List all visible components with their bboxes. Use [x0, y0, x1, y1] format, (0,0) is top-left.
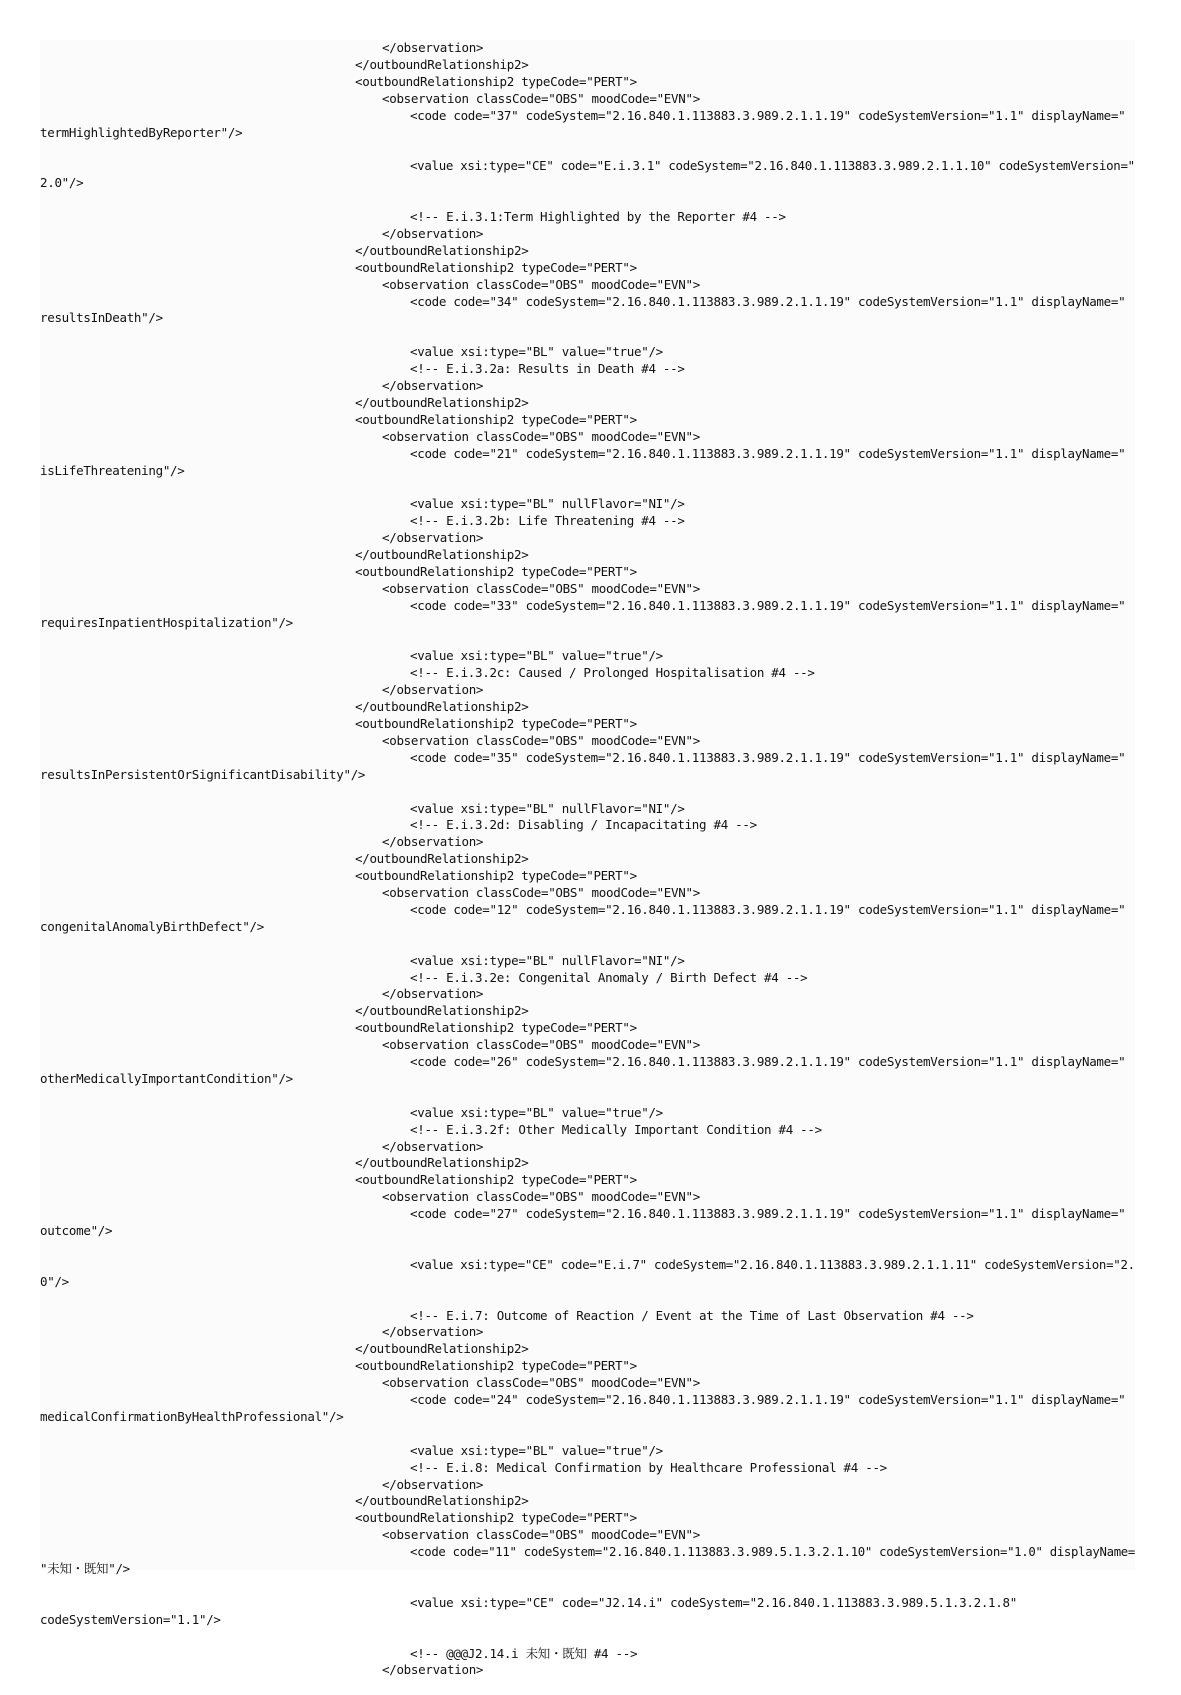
- code-line: <value xsi:type="BL" value="true"/>: [410, 648, 663, 664]
- code-line: <outboundRelationship2 typeCode="PERT">: [355, 716, 637, 731]
- code-line: <observation classCode="OBS" moodCode="EVN">: [382, 885, 700, 900]
- code-line: <value xsi:type="BL" value="true"/>: [410, 1442, 663, 1458]
- code-line: <observation classCode="OBS" moodCode="EVN">: [382, 428, 700, 444]
- code-line: otherMedicallyImportantCondition"/>: [40, 1070, 293, 1086]
- code-line: <code code="27" codeSystem="2.16.840.1.113883.3.989.2.1.1.19" codeSystemVersion="1.1" displayName=": [410, 1206, 1126, 1222]
- code-line: <observation classCode="OBS" moodCode="EVN">: [382, 1375, 700, 1391]
- code-line: <code code="21" codeSystem="2.16.840.1.113883.3.989.2.1.1.19" codeSystemVersion="1.1" displayName=": [410, 445, 1126, 461]
- code-line: <value xsi:type="BL" value="true"/>: [410, 344, 663, 360]
- code-line: outcome"/>: [40, 1223, 113, 1238]
- code-line: <!-- E.i.3.2a: Results in Death #4 -->: [410, 361, 685, 377]
- code-line: </observation>: [382, 40, 484, 55]
- code-line: </observation>: [382, 225, 484, 241]
- code-line: <value xsi:type="BL" nullFlavor="NI"/>: [410, 496, 685, 512]
- code-line: resultsInDeath"/>: [40, 310, 163, 326]
- code-line: <observation classCode="OBS" moodCode="EVN">: [382, 1189, 700, 1205]
- code-line: congenitalAnomalyBirthDefect"/>: [40, 918, 264, 934]
- code-line: <outboundRelationship2 typeCode="PERT">: [355, 259, 637, 275]
- code-line: isLifeThreatening"/>: [40, 462, 185, 478]
- code-line: <code code="11" codeSystem="2.16.840.1.113883.3.989.5.1.3.2.1.10" codeSystemVersion="1.0" displayName=: [410, 1544, 1136, 1560]
- code-line: </observation>: [382, 682, 484, 698]
- code-line: <observation classCode="OBS" moodCode="EVN">: [382, 732, 700, 748]
- code-line: </observation>: [382, 530, 484, 546]
- code-line: <!-- E.i.8: Medical Confirmation by Healthcare Professional #4 -->: [410, 1459, 887, 1475]
- code-line: 0"/>: [40, 1273, 69, 1289]
- code-line: <observation classCode="OBS" moodCode="EVN">: [382, 276, 700, 292]
- code-line: codeSystemVersion="1.1"/>: [40, 1611, 221, 1627]
- code-line: <outboundRelationship2 typeCode="PERT">: [355, 1172, 637, 1188]
- code-line: <observation classCode="OBS" moodCode="EVN">: [382, 580, 700, 596]
- code-line: </observation>: [382, 1324, 484, 1340]
- code-line: </outboundRelationship2>: [355, 851, 529, 867]
- code-line: <outboundRelationship2 typeCode="PERT">: [355, 1510, 637, 1526]
- code-line: <!-- E.i.3.2d: Disabling / Incapacitating #4 -->: [410, 817, 757, 833]
- code-line: termHighlightedByReporter"/>: [40, 124, 243, 140]
- code-line: </outboundRelationship2>: [355, 1493, 529, 1509]
- code-line: </outboundRelationship2>: [355, 699, 529, 715]
- code-line: <!-- E.i.3.2e: Congenital Anomaly / Birth Defect #4 -->: [410, 969, 808, 985]
- code-line: </outboundRelationship2>: [355, 394, 529, 410]
- code-line: <code code="24" codeSystem="2.16.840.1.113883.3.989.2.1.1.19" codeSystemVersion="1.1" displayName=": [410, 1392, 1126, 1407]
- code-line: </observation>: [382, 986, 484, 1002]
- code-line: <observation classCode="OBS" moodCode="EVN">: [382, 1527, 700, 1543]
- code-line: <!-- E.i.3.2c: Caused / Prolonged Hospitalisation #4 -->: [410, 665, 815, 681]
- code-line: <!-- E.i.7: Outcome of Reaction / Event at the Time of Last Observation #4 -->: [410, 1307, 974, 1323]
- code-line: <outboundRelationship2 typeCode="PERT">: [355, 868, 637, 884]
- code-line: <!-- @@@J2.14.i 未知・既知 #4 -->: [410, 1645, 638, 1661]
- code-line: <value xsi:type="BL" value="true"/>: [410, 1104, 663, 1120]
- code-line: <value xsi:type="BL" nullFlavor="NI"/>: [410, 800, 685, 816]
- code-line: <value xsi:type="CE" code="E.i.7" codeSystem="2.16.840.1.113883.3.989.2.1.1.11" codeSystemVersion="2.: [410, 1256, 1135, 1272]
- code-line: <outboundRelationship2 typeCode="PERT">: [355, 73, 637, 89]
- code-line: </outboundRelationship2>: [355, 242, 529, 258]
- code-line: <outboundRelationship2 typeCode="PERT">: [355, 563, 637, 579]
- code-line: </outboundRelationship2>: [355, 1155, 529, 1171]
- code-line: </outboundRelationship2>: [355, 547, 529, 562]
- code-line: </outboundRelationship2>: [355, 1341, 529, 1357]
- code-line: <code code="34" codeSystem="2.16.840.1.113883.3.989.2.1.1.19" codeSystemVersion="1.1" displayName=": [410, 293, 1126, 309]
- code-line: </outboundRelationship2>: [355, 1003, 529, 1019]
- code-line: requiresInpatientHospitalization"/>: [40, 614, 293, 630]
- code-line: </observation>: [382, 1138, 484, 1154]
- code-line: <value xsi:type="CE" code="E.i.3.1" codeSystem="2.16.840.1.113883.3.989.2.1.1.10" codeSystemVersion=": [410, 158, 1135, 174]
- code-line: </observation>: [382, 834, 484, 850]
- code-line: "未知・既知"/>: [40, 1561, 130, 1576]
- code-line: <outboundRelationship2 typeCode="PERT">: [355, 411, 637, 427]
- code-line: </outboundRelationship2>: [355, 56, 529, 72]
- code-line: 2.0"/>: [40, 175, 84, 191]
- code-line: <observation classCode="OBS" moodCode="EVN">: [382, 1037, 700, 1053]
- code-line: </observation>: [382, 1662, 484, 1678]
- code-line: <value xsi:type="BL" nullFlavor="NI"/>: [410, 952, 685, 968]
- code-line: resultsInPersistentOrSignificantDisability"/>: [40, 766, 366, 782]
- code-line: <!-- E.i.3.1:Term Highlighted by the Reporter #4 -->: [410, 209, 786, 224]
- code-line: <outboundRelationship2 typeCode="PERT">: [355, 1358, 637, 1374]
- code-line: <code code="37" codeSystem="2.16.840.1.113883.3.989.2.1.1.19" codeSystemVersion="1.1" displayName=": [410, 107, 1126, 123]
- code-line: <code code="33" codeSystem="2.16.840.1.113883.3.989.2.1.1.19" codeSystemVersion="1.1" displayName=": [410, 597, 1126, 613]
- code-line: </observation>: [382, 1476, 484, 1492]
- code-line: <observation classCode="OBS" moodCode="EVN">: [382, 90, 700, 106]
- code-line: <outboundRelationship2 typeCode="PERT">: [355, 1020, 637, 1036]
- code-line: medicalConfirmationByHealthProfessional"/>: [40, 1408, 344, 1424]
- code-line: </observation>: [382, 378, 484, 393]
- code-line: <code code="35" codeSystem="2.16.840.1.113883.3.989.2.1.1.19" codeSystemVersion="1.1" displayName=": [410, 749, 1126, 765]
- code-line: <code code="26" codeSystem="2.16.840.1.113883.3.989.2.1.1.19" codeSystemVersion="1.1" displayName=": [410, 1054, 1126, 1069]
- code-line: <code code="12" codeSystem="2.16.840.1.113883.3.989.2.1.1.19" codeSystemVersion="1.1" displayName=": [410, 901, 1126, 917]
- document-page: [40, 40, 1136, 1678]
- code-line: <value xsi:type="CE" code="J2.14.i" codeSystem="2.16.840.1.113883.3.989.5.1.3.2.1.8": [410, 1594, 1017, 1610]
- code-line: <!-- E.i.3.2f: Other Medically Important Condition #4 -->: [410, 1121, 822, 1137]
- code-line: <!-- E.i.3.2b: Life Threatening #4 -->: [410, 513, 685, 529]
